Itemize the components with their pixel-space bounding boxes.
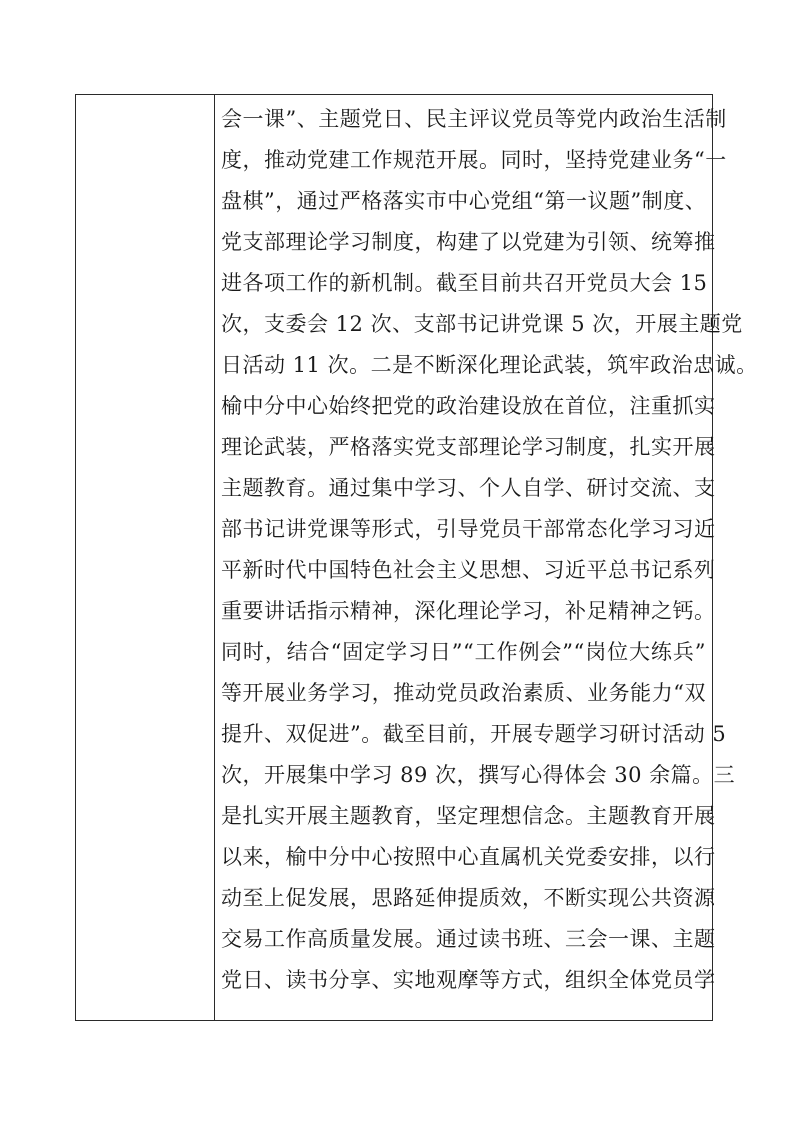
text-line-4: 党支部理论学习制度，构建了以党建为引领、统筹推 — [221, 230, 716, 254]
text-line-1: 会一课”、主题党日、民主评议党员等党内政治生活制 — [221, 107, 727, 131]
text-line-21: 交易工作高质量发展。通过读书班、三会一课、主题 — [221, 927, 716, 951]
text-line-16: 提升、双促进”。截至目前，开展专题学习研讨活动 5 — [221, 722, 727, 746]
text-line-5: 进各项工作的新机制。截至目前共召开党员大会 15 — [221, 271, 708, 295]
text-line-20: 动至上促发展，思路延伸提质效，不断实现公共资源 — [221, 886, 716, 910]
content-cell — [221, 95, 758, 1020]
text-line-11: 部书记讲党课等形式，引导党员干部常态化学习习近 — [221, 517, 716, 541]
text-line-7: 日活动 11 次。二是不断深化理论武装，筑牢政治忠诚。 — [221, 353, 758, 377]
text-line-14: 同时，结合“固定学习日”“工作例会”“岗位大练兵” — [221, 640, 706, 664]
text-line-8: 榆中分中心始终把党的政治建设放在首位，注重抓实 — [221, 394, 716, 418]
text-line-17: 次，开展集中学习 89 次，撰写心得体会 30 余篇。三 — [221, 763, 736, 787]
text-line-10: 主题教育。通过集中学习、个人自学、研讨交流、支 — [221, 476, 716, 500]
column-divider — [214, 95, 215, 1020]
text-line-18: 是扎实开展主题教育，坚定理想信念。主题教育开展 — [221, 804, 716, 828]
text-line-3: 盘棋”，通过严格落实市中心党组“第一议题”制度、 — [221, 189, 707, 213]
text-line-15: 等开展业务学习，推动党员政治素质、业务能力“双 — [221, 681, 706, 705]
text-line-9: 理论武装，严格落实党支部理论学习制度，扎实开展 — [221, 435, 716, 459]
text-line-12: 平新时代中国特色社会主义思想、习近平总书记系列 — [221, 558, 716, 582]
text-line-13: 重要讲话指示精神，深化理论学习，补足精神之钙。 — [221, 599, 716, 623]
text-line-19: 以来，榆中分中心按照中心直属机关党委安排，以行 — [221, 845, 716, 869]
text-line-2: 度，推动党建工作规范开展。同时，坚持党建业务“一 — [221, 148, 727, 172]
document-table — [75, 94, 758, 1021]
text-line-6: 次，支委会 12 次、支部书记讲党课 5 次，开展主题党 — [221, 312, 743, 336]
text-line-22: 党日、读书分享、实地观摩等方式，组织全体党员学 — [221, 968, 716, 992]
